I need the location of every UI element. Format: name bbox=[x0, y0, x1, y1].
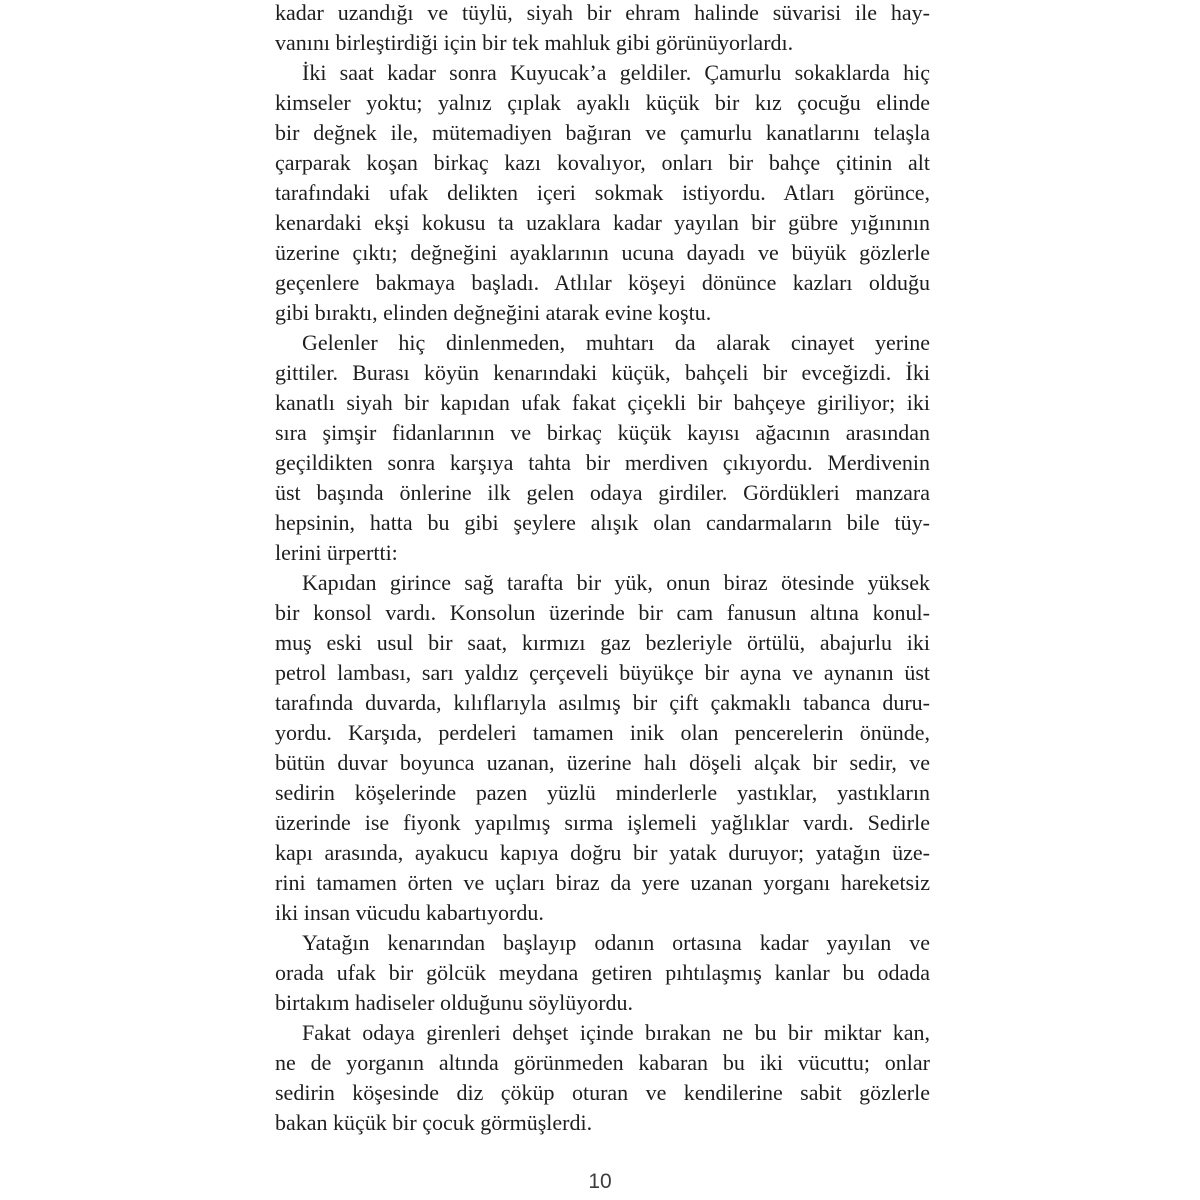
text-line: kenardaki ekşi kokusu ta uzaklara kadar yayılan bir gübre yığınının bbox=[275, 210, 930, 235]
text-line: geçildikten sonra karşıya tahta bir merdiven çıkıyordu. Merdivenin bbox=[275, 450, 930, 475]
text-line: iki insan vücudu kabartıyordu. bbox=[275, 900, 544, 925]
text-line: bir değnek ile, mütemadiyen bağıran ve çamurlu kanatlarını telaşla bbox=[275, 120, 930, 145]
page-number: 10 bbox=[588, 1170, 612, 1193]
text-line: bir konsol vardı. Konsolun üzerinde bir cam fanusun altına konul- bbox=[275, 600, 930, 625]
text-line: kapı arasında, ayakucu kapıya doğru bir yatak duruyor; yatağın üze- bbox=[275, 840, 930, 865]
paragraph bbox=[275, 1018, 930, 1138]
text-line: kanatlı siyah bir kapıdan ufak fakat çiçekli bir bahçeye giriliyor; iki bbox=[275, 390, 930, 415]
text-line: tarafında duvarda, kılıflarıyla asılmış bir çift çakmaklı tabanca duru- bbox=[275, 690, 930, 715]
paragraph bbox=[275, 58, 930, 328]
text-line: muş eski usul bir saat, kırmızı gaz bezleriyle örtülü, abajurlu iki bbox=[275, 630, 930, 655]
text-line: rini tamamen örten ve uçları biraz da yere uzanan yorganı hareketsiz bbox=[275, 870, 930, 895]
text-line: bütün duvar boyunca uzanan, üzerine halı döşeli alçak bir sedir, ve bbox=[275, 750, 930, 775]
text-line: kadar uzandığı ve tüylü, siyah bir ehram halinde süvarisi ile hay- bbox=[275, 0, 930, 25]
text-line: çarparak koşan birkaç kazı kovalıyor, onları bir bahçe çitinin alt bbox=[275, 150, 930, 175]
text-line: lerini ürpertti: bbox=[275, 540, 398, 565]
text-line: gittiler. Burası köyün kenarındaki küçük, bahçeli bir evceğizdi. İki bbox=[275, 360, 930, 385]
text-line: İki saat kadar sonra Kuyucak’a geldiler. Çamurlu sokaklarda hiç bbox=[302, 60, 930, 85]
paragraph bbox=[275, 568, 930, 928]
text-line: kimseler yoktu; yalnız çıplak ayaklı küçük bir kız çocuğu elinde bbox=[275, 90, 930, 115]
text-line: yordu. Karşıda, perdeleri tamamen inik olan pencerelerin önünde, bbox=[275, 720, 930, 745]
text-line: vanını birleştirdiği için bir tek mahluk gibi görünüyorlardı. bbox=[275, 30, 794, 55]
paragraph bbox=[275, 328, 930, 568]
text-line: geçenlere bakmaya başladı. Atlılar köşeyi dönünce kazları olduğu bbox=[275, 270, 930, 295]
text-line: üzerinde ise fiyonk yapılmış sırma işlemeli yağlıklar vardı. Sedirle bbox=[275, 810, 930, 835]
text-line: gibi bıraktı, elinden değneğini atarak evine koştu. bbox=[275, 300, 712, 325]
text-line: Kapıdan girince sağ tarafta bir yük, onun biraz ötesinde yüksek bbox=[302, 570, 930, 595]
text-line: üzerine çıktı; değneğini ayaklarının ucuna dayadı ve büyük gözlerle bbox=[275, 240, 930, 265]
page-text-block bbox=[275, 0, 930, 1138]
text-line: sedirin köşesinde diz çöküp oturan ve kendilerine sabit gözlerle bbox=[275, 1080, 930, 1105]
text-line: tarafındaki ufak delikten içeri sokmak istiyordu. Atları görünce, bbox=[275, 180, 930, 205]
text-line: ne de yorganın altında görünmeden kabaran bu iki vücuttu; onlar bbox=[275, 1050, 930, 1075]
text-line: bakan küçük bir çocuk görmüşlerdi. bbox=[275, 1110, 593, 1135]
text-line: Fakat odaya girenleri dehşet içinde bırakan ne bu bir miktar kan, bbox=[302, 1020, 930, 1045]
paragraph bbox=[275, 928, 930, 1018]
text-line: Yatağın kenarından başlayıp odanın ortasına kadar yayılan ve bbox=[302, 930, 930, 955]
text-line: birtakım hadiseler olduğunu söylüyordu. bbox=[275, 990, 634, 1015]
text-line: hepsinin, hatta bu gibi şeylere alışık olan candarmaların bile tüy- bbox=[275, 510, 930, 535]
paragraph bbox=[275, 0, 930, 58]
text-line: petrol lambası, sarı yaldız çerçeveli büyükçe bir ayna ve aynanın üst bbox=[275, 660, 930, 685]
text-line: Gelenler hiç dinlenmeden, muhtarı da alarak cinayet yerine bbox=[302, 330, 930, 355]
text-line: sedirin köşelerinde pazen yüzlü minderlerle yastıklar, yastıkların bbox=[275, 780, 930, 805]
text-line: orada ufak bir gölcük meydana getiren pıhtılaşmış kanlar bu odada bbox=[275, 960, 930, 985]
text-line: sıra şimşir fidanlarının ve birkaç küçük kayısı ağacının arasından bbox=[275, 420, 930, 445]
text-line: üst başında önlerine ilk gelen odaya girdiler. Gördükleri manzara bbox=[275, 480, 930, 505]
